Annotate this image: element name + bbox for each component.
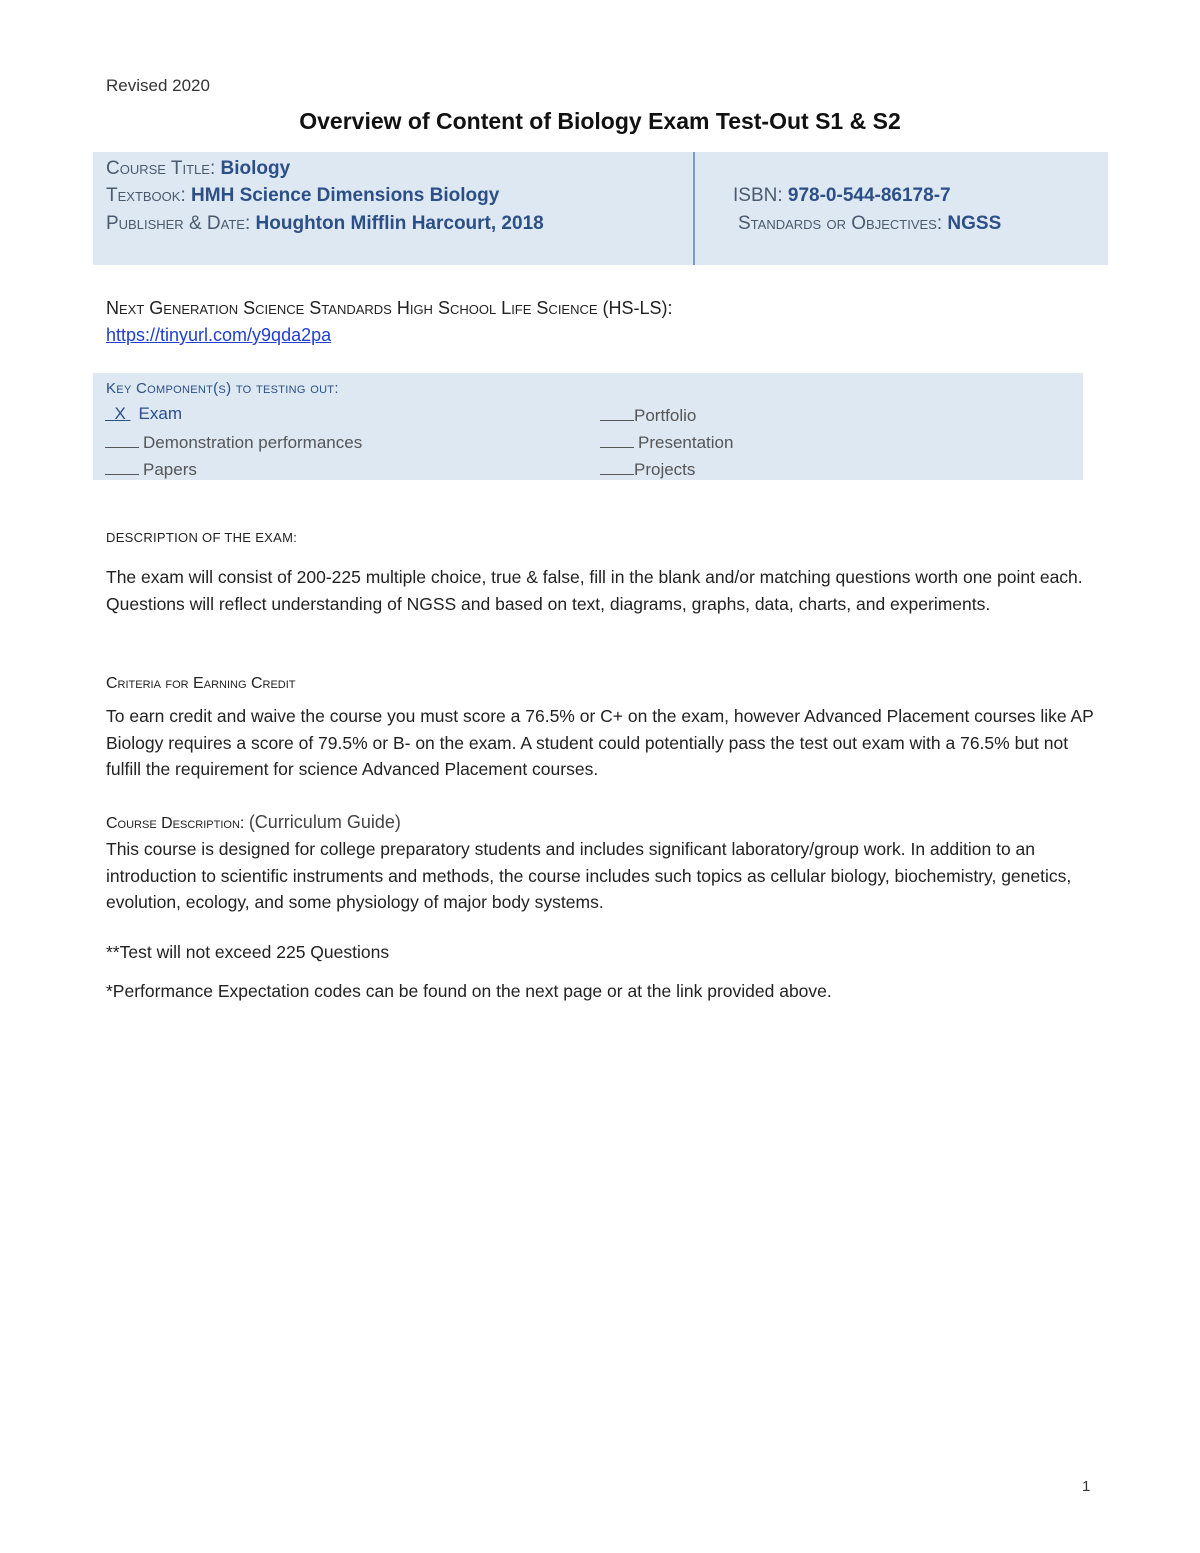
course-description-heading: Course Description: (106, 815, 245, 832)
course-title-row (106, 158, 290, 180)
option-portfolio (600, 404, 696, 426)
course-title-value: Biology (220, 158, 291, 179)
blank-line (600, 458, 634, 475)
publisher-row (106, 213, 544, 235)
key-components-box (93, 373, 1083, 480)
textbook-value: HMH Science Dimensions Biology (191, 185, 500, 206)
publisher-label: Publisher & Date: (106, 213, 251, 234)
option-portfolio-label: Portfolio (634, 406, 697, 425)
question-limit-note: **Test will not exceed 225 Questions (106, 942, 390, 962)
blank-line (105, 431, 139, 448)
course-title-label: Course Title: (106, 158, 216, 179)
exam-description-text: The exam will consist of 200-225 multiple choice, true & false, fill in the blank and/or matching questions worth one point each. Questions will reflect understanding of NGSS and based on text, diagrams, graphs, data, charts, and experiments. (106, 567, 1083, 614)
option-presentation-label: Presentation (638, 433, 734, 452)
criteria-text: To earn credit and waive the course you must score a 76.5% or C+ on the exam, however Advanced Placement courses like AP Biology requires a score of 79.5% or B- on the exam. A student could potentially pass the test out exam with a 76.5% but not fulfill the requirement for science Advanced Placement courses. (106, 706, 1094, 779)
curriculum-guide-label: (Curriculum Guide) (248, 812, 401, 832)
option-papers-label: Papers (143, 460, 197, 479)
option-demonstration (105, 431, 362, 453)
option-demonstration-label: Demonstration performances (143, 433, 363, 452)
standards-label: Standards or Objectives: (738, 213, 943, 234)
column-divider (693, 152, 695, 265)
textbook-row (106, 185, 499, 207)
criteria-heading: Criteria for Earning Credit (106, 675, 296, 692)
isbn-label: ISBN: (733, 185, 783, 206)
standards-row (738, 213, 1001, 235)
course-description-row (106, 812, 401, 833)
revised-date: Revised 2020 (106, 76, 210, 95)
blank-line (105, 458, 139, 475)
publisher-value: Houghton Mifflin Harcourt, 2018 (255, 213, 544, 234)
option-projects-label: Projects (634, 460, 696, 479)
option-exam-label: Exam (138, 404, 182, 423)
textbook-label: Textbook: (106, 185, 186, 206)
standards-value: NGSS (947, 213, 1002, 234)
exam-description-heading: DESCRIPTION OF THE EXAM: (106, 530, 298, 545)
key-components-title: Key Component(s) to testing out: (106, 380, 339, 397)
page-title: Overview of Content of Biology Exam Test-Out S1 & S2 (299, 108, 901, 134)
page-number: 1 (1082, 1478, 1091, 1495)
performance-expectation-note: *Performance Expectation codes can be found on the next page or at the link provided above. (106, 981, 832, 1001)
option-presentation (600, 431, 733, 453)
option-papers (105, 458, 197, 480)
isbn-value: 978-0-544-86178-7 (787, 185, 951, 206)
exam-checkmark: X (114, 404, 126, 423)
isbn-row (733, 185, 951, 207)
ngss-link[interactable]: https://tinyurl.com/y9qda2pa (106, 325, 332, 345)
option-projects (600, 458, 695, 480)
option-exam (105, 404, 182, 424)
course-description-text: This course is designed for college preparatory students and includes significant laboratory/group work. In addition to an introduction to scientific instruments and methods, the course includes such topics as cellular biology, biochemistry, genetics, evolution, ecology, and some physiology of major body systems. (106, 839, 1072, 912)
blank-line (600, 431, 634, 448)
course-info-box (93, 152, 1108, 265)
blank-line (600, 404, 634, 421)
ngss-heading: Next Generation Science Standards High School Life Science (HS-LS): (106, 298, 673, 318)
